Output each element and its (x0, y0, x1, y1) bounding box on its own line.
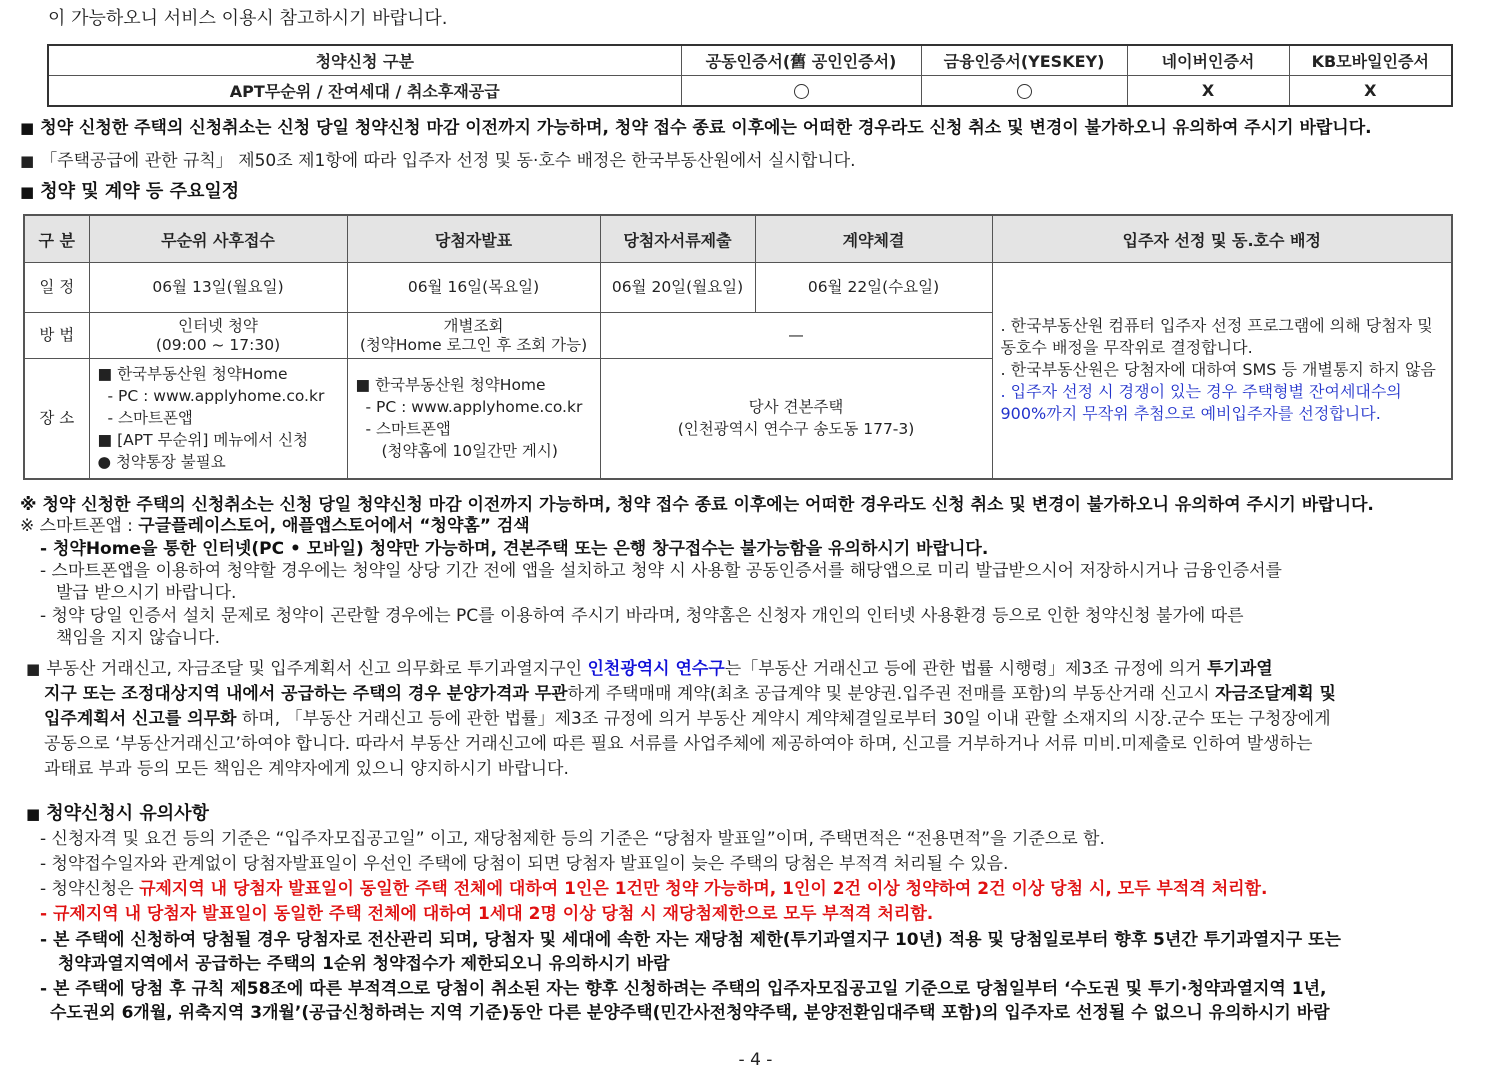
note-pc-use-cont: 책임을 지지 않습니다. (56, 628, 221, 648)
caution-ineligible-cont: 수도권외 6개월, 위축지역 3개월’(공급신청하려는 지역 기준)동안 다른 분양주택(민간사전청약주택, 분양전환임대주택 포함)의 입주자로 선정될 수 없으니 유의하시기 바람 (50, 1003, 1330, 1023)
schedule-header-receipt: 무순위 사후접수 (89, 215, 347, 263)
notice-cancel (20, 117, 1372, 139)
cert-naver-unavailable: X (1127, 76, 1289, 107)
place-contract: 당사 견본주택 (인천광역시 연수구 송도동 177-3) (600, 359, 992, 479)
realestate-line-4: 공동으로 ‘부동산거래신고’하여야 합니다. 따라서 부동산 거래신고에 따른 필요 서류를 사업주체에 제공하여야 하며, 신고를 거부하거나 서류 미비.미제출로 인하여 발생하는 (44, 734, 1313, 754)
row-label-date: 일 정 (24, 263, 89, 313)
notice-selection-text: 「주택공급에 관한 규칙」 제50조 제1항에 따라 입주자 선정 및 동·호수 배정은 한국부동산원에서 실시합니다. (40, 151, 856, 171)
caution-priority: - 청약접수일자와 관계없이 당첨자발표일이 우선인 주택에 당첨이 되면 당첨자 발표일이 늦은 주택의 당첨은 부적격 처리될 수 있음. (40, 854, 1009, 874)
method-contract: — (600, 313, 992, 359)
caution-rewin-limit-cont: 청약과열지역에서 공급하는 주택의 1순위 청약접수가 제한되오니 유의하시기 바람 (58, 954, 670, 974)
date-receipt: 06월 13일(월요일) (89, 263, 347, 313)
realestate-line-1: ■ 부동산 거래신고, 자금조달 및 입주계획서 신고 의무화로 투기과열지구인 인천광역시 연수구는「부동산 거래신고 등에 관한 법률 시행령」제3조 규정에 의거 투기과열 (26, 659, 1273, 679)
cert-header-joint: 공동인증서(舊 공인인증서) (681, 45, 921, 76)
cert-header-financial: 금융인증서(YESKEY) (921, 45, 1127, 76)
square-bullet-icon: ■ (26, 660, 41, 678)
cert-kb-unavailable: X (1289, 76, 1452, 107)
realestate-line-5: 과태료 부과 등의 모든 책임은 계약자에게 있으니 양지하시기 바랍니다. (44, 759, 569, 779)
cautions-heading: ■ 청약신청시 유의사항 (26, 803, 209, 824)
note-app-install-cont: 발급 받으시기 바랍니다. (56, 583, 237, 603)
note-internet-only: - 청약Home을 통한 인터넷(PC • 모바일) 청약만 가능하며, 견본주택 또는 은행 창구접수는 불가능함을 유의하시기 바랍니다. (40, 539, 989, 559)
cert-header-kb: KB모바일인증서 (1289, 45, 1452, 76)
caution-rewin-limit: - 본 주택에 신청하여 당첨될 경우 당첨자로 전산관리 되며, 당첨자 및 세대에 속한 자는 재당첨 제한(투기과열지구 10년) 적용 및 당첨일로부터 향후 5년간 투기과열지구 또는 (40, 930, 1341, 950)
method-receipt: 인터넷 청약 (09:00 ~ 17:30) (89, 313, 347, 359)
certificate-table (47, 44, 1453, 107)
circle-icon (1017, 84, 1032, 99)
schedule-header-assignment: 입주자 선정 및 동.호수 배정 (992, 215, 1452, 263)
note-smartphone-app: ※ 스마트폰앱 : 구글플레이스토어, 애플앱스토어에서 “청약홈” 검색 (20, 516, 530, 536)
place-receipt: ■ 한국부동산원 청약Home - PC : www.applyhome.co.kr - 스마트폰앱 ■ [APT 무순위] 메뉴에서 신청 ● 청약통장 불필요 (89, 359, 347, 479)
schedule-heading (20, 181, 239, 203)
schedule-header-announce: 당첨자발표 (347, 215, 600, 263)
row-label-place: 장 소 (24, 359, 89, 479)
assignment-note-2: . 한국부동산원은 당첨자에 대하여 SMS 등 개별통지 하지 않음 (1000, 360, 1436, 380)
square-bullet-icon: ■ (20, 183, 35, 201)
schedule-header-category: 구 분 (24, 215, 89, 263)
cert-header-naver: 네이버인증서 (1127, 45, 1289, 76)
notice-selection (20, 150, 856, 172)
cert-row-label: APT무순위 / 잔여세대 / 취소후재공급 (48, 76, 681, 107)
caution-one-application: - 청약신청은 규제지역 내 당첨자 발표일이 동일한 주택 전체에 대하여 1인은 1건만 청약 가능하며, 1인이 2건 이상 청약하여 2건 이상 당첨 시, 모두 부적격 처리함. (40, 879, 1268, 899)
realestate-line-3: 입주계획서 신고를 의무화 하며, 「부동산 거래신고 등에 관한 법률」제3조 규정에 의거 부동산 계약시 계약체결일로부터 30일 이내 관할 소재지의 시장.군수 또는 구청장에게 (44, 709, 1331, 729)
circle-icon (794, 84, 809, 99)
caution-ineligible: - 본 주택에 당첨 후 규칙 제58조에 따른 부적격으로 당첨이 취소된 자는 향후 신청하려는 주택의 입주자모집공고일 기준으로 당첨일부터 ‘수도권 및 투기·청약과열지역 1년, (40, 979, 1327, 999)
method-announce: 개별조회 (청약Home 로그인 후 조회 가능) (347, 313, 600, 359)
date-documents: 06월 20일(월요일) (600, 263, 755, 313)
page-number: - 4 - (738, 1050, 773, 1070)
schedule-title: 청약 및 계약 등 주요일정 (40, 181, 240, 202)
intro-text: 이 가능하오니 서비스 이용시 참고하시기 바랍니다. (48, 8, 448, 29)
assignment-note-3: . 입주자 선정 시 경쟁이 있는 경우 주택형별 잔여세대수의 900%까지 무작위 추첨으로 예비입주자를 선정합니다. (1000, 382, 1402, 424)
row-label-method: 방 법 (24, 313, 89, 359)
assignment-cell (992, 263, 1452, 479)
cert-financial-available (921, 76, 1127, 107)
note-app-install: - 스마트폰앱을 이용하여 청약할 경우에는 청약일 상당 기간 전에 앱을 설치하고 청약 시 사용할 공동인증서를 해당앱으로 미리 발급받으시어 저장하시거나 금융인증서를 (40, 561, 1282, 581)
assignment-note-1: . 한국부동산원 컴퓨터 입주자 선정 프로그램에 의해 당첨자 및 동호수 배정을 무작위로 결정합니다. (1000, 316, 1433, 358)
notice-cancel-text: 청약 신청한 주택의 신청취소는 신청 당일 청약신청 마감 이전까지 가능하며, 청약 접수 종료 이후에는 어떠한 경우라도 신청 취소 및 변경이 불가하오니 유의하여 주시기 바랍니다. (40, 118, 1372, 138)
region-highlight: 인천광역시 연수구 (587, 659, 725, 679)
caution-household: - 규제지역 내 당첨자 발표일이 동일한 주택 전체에 대하여 1세대 2명 이상 당첨 시 재당첨제한으로 모두 부적격 처리함. (40, 904, 934, 924)
square-bullet-icon: ■ (26, 805, 41, 823)
schedule-header-contract: 계약체결 (755, 215, 992, 263)
note-pc-use: - 청약 당일 인증서 설치 문제로 청약이 곤란할 경우에는 PC를 이용하여 주시기 바라며, 청약홈은 신청자 개인의 인터넷 사용환경 등으로 인한 청약신청 불가에 따른 (40, 606, 1244, 626)
date-contract: 06월 22일(수요일) (755, 263, 992, 313)
realestate-line-2: 지구 또는 조정대상지역 내에서 공급하는 주택의 경우 분양가격과 무관하게 주택매매 계약(최초 공급계약 및 분양권.입주권 전매를 포함)의 부동산거래 신고시 자금조달계획 및 (44, 684, 1336, 704)
schedule-table (23, 214, 1453, 480)
square-bullet-icon: ■ (20, 152, 35, 170)
cert-header-type: 청약신청 구분 (48, 45, 681, 76)
schedule-header-documents: 당첨자서류제출 (600, 215, 755, 263)
place-announce: ■ 한국부동산원 청약Home - PC : www.applyhome.co.kr - 스마트폰앱 (청약홈에 10일간만 게시) (347, 359, 600, 479)
square-bullet-icon: ■ (20, 119, 35, 137)
date-announce: 06월 16일(목요일) (347, 263, 600, 313)
note-cancel: ※ 청약 신청한 주택의 신청취소는 신청 당일 청약신청 마감 이전까지 가능하며, 청약 접수 종료 이후에는 어떠한 경우라도 신청 취소 및 변경이 불가하오니 유의하여 주시기 바랍니다. (20, 495, 1374, 515)
cert-joint-available (681, 76, 921, 107)
caution-criteria: - 신청자격 및 요건 등의 기준은 “입주자모집공고일” 이고, 재당첨제한 등의 기준은 “당첨자 발표일”이며, 주택면적은 “전용면적”을 기준으로 함. (40, 829, 1105, 849)
